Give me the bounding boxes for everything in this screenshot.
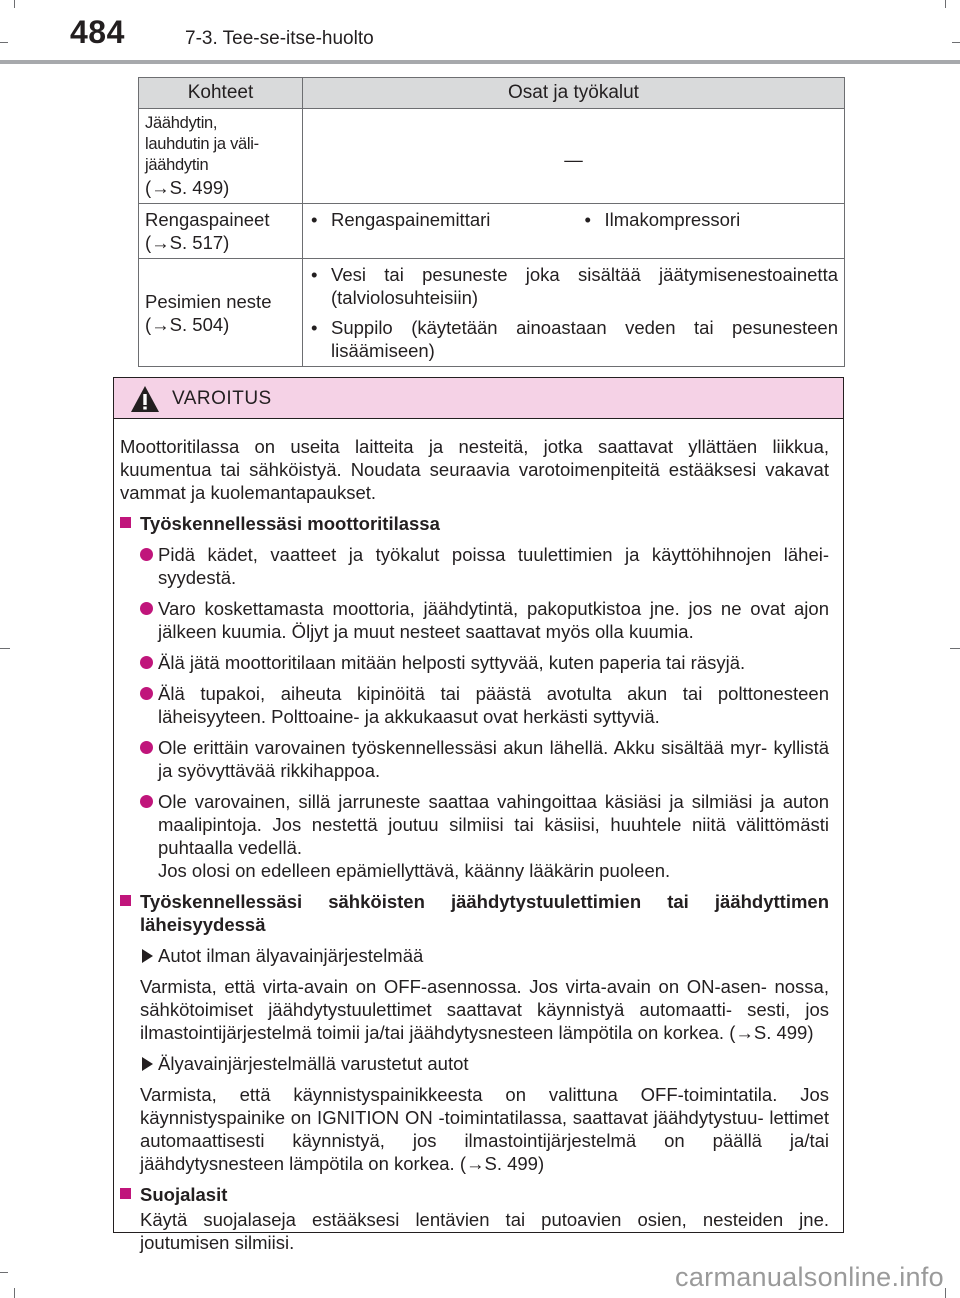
list-item-continuation: Jos olosi on edelleen epämiellyttävä, käänny lääkärin puoleen. [158,860,671,881]
page-reference: (→S. 499) [145,177,230,198]
square-bullet-icon [120,1188,131,1199]
section-heading: Työskennellessäsi moottoritilassa [120,512,829,535]
square-bullet-icon [120,517,131,528]
header-rule [0,60,960,64]
paragraph: Varmista, että käynnistyspainikkeesta on valittuna OFF-toimintatila. Jos käynnistyspainike on IGNITION ON -toimintatilassa, saattavat jäähdytystuu- lettimet automaattisesti käynnistyä, jos ilmastointijärjestelmä on päällä ja/tai jäähdytysnesteen lämpötila on korkea. (→S. 499) [140,1084,829,1174]
crop-mark [0,648,10,649]
arrow-right-icon [142,949,153,963]
warning-triangle-icon [130,385,160,413]
column-header: Kohteet [139,78,303,109]
table-cell-item [139,259,303,367]
tool-item: • Vesi tai pesuneste joka sisältää jäätymisenestoainetta (talviolosuhteisiin) [309,263,838,309]
list-item: Pidä kädet, vaatteet ja työkalut poissa tuulettimien ja käyttöhihnojen lähei- syydestä. [120,543,829,589]
item-label-line: Rengaspaineet [145,209,270,230]
table-cell-tools [303,204,845,259]
empty-dash: — [564,149,583,170]
item-label-line: lauhdutin ja väli- [145,135,259,153]
item-label-line: Jäähdytin, [145,114,218,132]
table-cell-item [139,109,303,204]
sub-heading: Autot ilman älyavainjärjestelmää [120,944,829,967]
list-item: Älä tupakoi, aiheuta kipinöitä tai päästä avotulta akun tai polttonesteen läheisyyteen. Polttoaine- ja akkukaasut ovat herkästi syttyviä. [120,682,829,728]
table-header-row [139,78,845,109]
circle-bullet-icon [140,548,153,561]
page-header [0,0,960,62]
square-bullet-icon [120,895,131,906]
section-heading: Työskennellessäsi sähköisten jäähdytystuulettimien tai jäähdyttimen läheisyydessä [120,890,829,936]
circle-bullet-icon [140,687,153,700]
paragraph: Käytä suojalaseja estääksesi lentävien tai putoavien osien, nesteiden jne. joutumisen silmiisi. [140,1209,829,1253]
list-item: Älä jätä moottoritilaan mitään helposti syttyvää, kuten paperia tai räsyjä. [120,651,829,674]
table-row [139,109,845,204]
list-item: Varo koskettamasta moottoria, jäähdytintä, pakoputkistoa jne. jos ne ovat ajon jälkeen kuumia. Öljyt ja muut nesteet saattavat myös olla kuumia. [120,597,829,643]
watermark [0,1262,960,1296]
page-reference: (→S. 504) [145,313,230,335]
column-header: Osat ja työkalut [303,78,845,109]
item-label-line: jäähdytin [145,156,209,174]
paragraph: Varmista, että virta-avain on OFF-asennossa. Jos virta-avain on ON-asen- nossa, sähkötoimiset jäähdytystuulettimet saattavat käynnistyä automaatti- sesti, jos ilmastointijärjestelmä toimii ja/tai jäähdytysnesteen lämpötila on korkea. (→S. 499) [140,976,829,1043]
arrow-right-icon [142,1057,153,1071]
page-number: 484 [70,14,125,50]
parts-table [138,77,845,367]
sub-heading: Älyavainjärjestelmällä varustetut autot [120,1052,829,1075]
watermark-text: carmanualsonline.info [675,1262,944,1292]
section-heading: Suojalasit [120,1183,829,1206]
warning-box [113,377,844,1253]
circle-bullet-icon [140,656,153,669]
table-cell-tools [303,259,845,367]
list-item: Ole varovainen, sillä jarruneste saattaa vahingoittaa käsiäsi ja silmiäsi ja auton maalipintoja. Jos nestettä joutuu silmiisi tai käsiisi, huuhtele niitä välittömästi puhtaalla vedellä. Jos olosi on edelleen epämiellyttävä, käänny lääkärin puoleen. [120,790,829,882]
table-row [139,259,845,367]
warning-header [114,378,843,419]
page-reference: (→S. 517) [145,232,230,253]
circle-bullet-icon [140,602,153,615]
tool-item: • Suppilo (käytetään ainoastaan veden tai pesunesteen lisäämiseen) [309,316,838,362]
warning-title: VAROITUS [172,388,272,409]
table-cell-tools [303,109,845,204]
table-row [139,204,845,259]
list-item: Ole erittäin varovainen työskennellessäsi akun lähellä. Akku sisältää myr- kyllistä ja syövyttävää rikkihappoa. [120,736,829,782]
section-title: 7-3. Tee-se-itse-huolto [185,28,374,49]
warning-body [114,419,843,1254]
table-cell-item [139,204,303,259]
crop-mark [950,648,960,649]
tool-item: • Rengaspainemittari [309,208,565,231]
circle-bullet-icon [140,795,153,808]
item-label-line: Pesimien neste [145,290,272,312]
warning-intro: Moottoritilassa on useita laitteita ja nesteitä, jotka saattavat yllättäen liikkua, kuumentua tai sähköistyä. Noudata seuraavia varotoimenpiteitä estääksesi vakavat vammat ja kuolemantapaukset. [120,436,829,503]
circle-bullet-icon [140,741,153,754]
tool-item: • Ilmakompressori [583,208,839,231]
